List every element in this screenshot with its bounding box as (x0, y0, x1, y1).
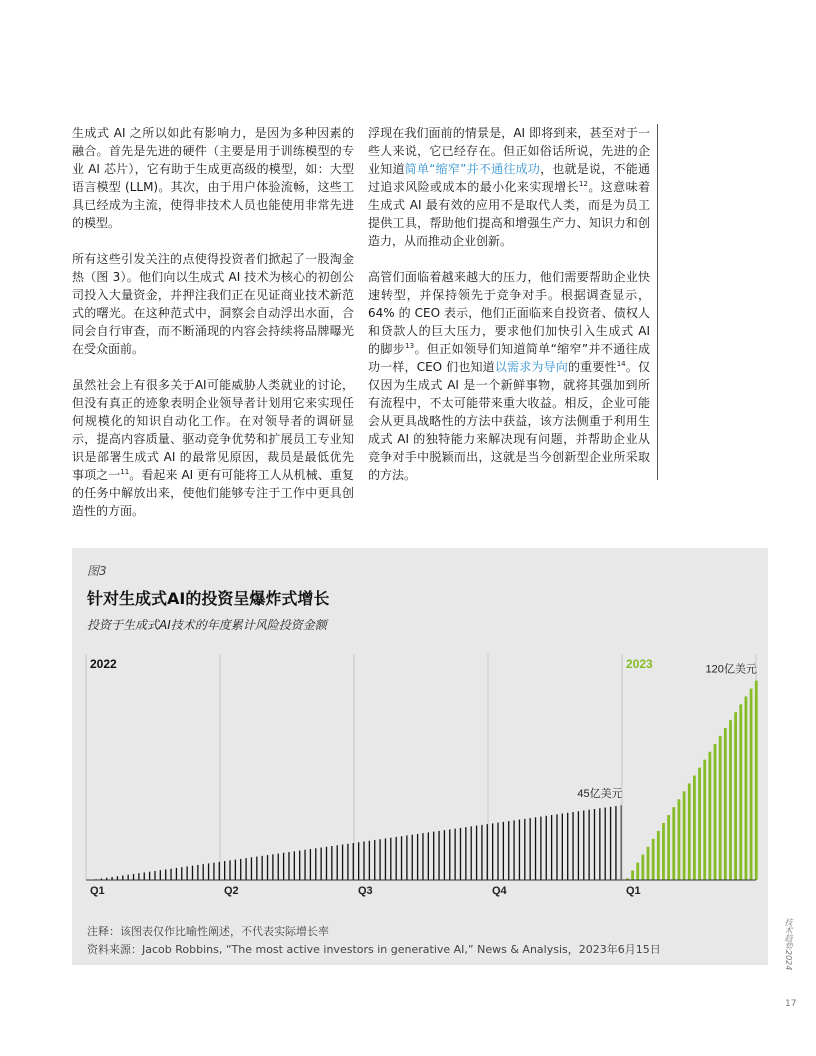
bar (186, 866, 187, 880)
bar (240, 859, 241, 880)
figure-source: 资料来源：Jacob Robbins, “The most active investors in generative AI,” News & Analysis，2023年6月15日 (87, 943, 661, 956)
bar (353, 843, 354, 880)
bar (428, 832, 429, 880)
bar (672, 807, 675, 880)
bar (745, 696, 748, 880)
bar (294, 851, 295, 880)
bar (417, 834, 418, 880)
figure-note: 注释：该图表仅作比喻性阐述，不代表实际增长率 (87, 925, 329, 938)
bar (657, 831, 660, 880)
bar (481, 825, 482, 880)
bar (487, 824, 488, 880)
bar (729, 720, 732, 880)
bar (636, 863, 639, 880)
bar (465, 827, 466, 880)
bar (337, 845, 338, 880)
bar (245, 858, 246, 880)
bar (283, 853, 284, 880)
bar (144, 872, 145, 880)
bar (390, 838, 391, 880)
bar (567, 813, 568, 880)
bar (170, 869, 171, 880)
footnote-ref[interactable]: 11 (120, 468, 130, 476)
bar (546, 816, 547, 880)
bar (128, 875, 129, 880)
bar (229, 860, 230, 880)
bar (556, 814, 557, 880)
bar (299, 851, 300, 880)
bar (138, 873, 139, 880)
figure-3 (72, 548, 768, 965)
bar (513, 820, 514, 880)
bar (535, 817, 536, 880)
quarter-label: Q3 (358, 885, 373, 897)
bar (374, 840, 375, 880)
bar (497, 823, 498, 880)
footnote-ref[interactable]: 14 (616, 360, 626, 368)
bar (262, 856, 263, 880)
quarter-label: Q2 (224, 885, 239, 897)
bar (698, 768, 701, 880)
bar (154, 871, 155, 880)
bar (406, 835, 407, 880)
bar (708, 752, 711, 880)
bar (396, 837, 397, 880)
bar (288, 852, 289, 880)
paragraph-executive-pressure: 高管们面临着越来越大的压力，他们需要帮助企业快速转型，并保持领先于竞争对手。根据调查显示，64% 的 CEO 表示，他们正面临来自投资者、债权人和贷款人的巨大压力，要求他们加快引入生成式 AI 的脚步$^{13}$。但正如领导们知道简单“缩窄”并不通往成功一样，CEO 们也知道以需求为导向的重要性$^{14}$。仅仅因为生成式 AI 是一个新鲜事物，就将其强加到所有流程中，不太可能带来重大收益。相反，企业可能会从更具战略性的方法中获益，该方法侧重于利用生成式 AI 的独特能力来解决现有问题，并帮助企业从竞争对手中脱颖而出，这就是当今创新型企业所采取的方法。 (368, 270, 650, 482)
bar (647, 847, 650, 880)
year-label: 2023 (626, 657, 653, 671)
bar (492, 823, 493, 880)
bar (551, 815, 552, 880)
bar (583, 811, 584, 880)
quarter-label: Q4 (492, 885, 507, 897)
bar (454, 829, 455, 880)
bar (208, 863, 209, 880)
bar (197, 865, 198, 880)
bar (572, 812, 573, 880)
bar (369, 841, 370, 880)
bar (310, 849, 311, 880)
paragraph-jobs: 虽然社会上有很多关于AI可能威胁人类就业的讨论，但没有真正的迹象表明企业领导者计划用它来实现任何规模化的知识自动化工作。在对领导者的调研显示，提高内容质量、驱动竞争优势和扩展员工专业知识是部署生成式 AI 的最常见原因，裁员是最低优先事项之一$^{11}$。看起来 AI 更有可能将工人从机械、重复的任务中解放出来，使他们能够专注于工作中更具创造性的方面。 (72, 378, 354, 518)
bar (594, 809, 595, 880)
bar (734, 712, 737, 880)
bar (149, 872, 150, 880)
quarter-label: Q1 (626, 885, 641, 897)
end-value-label: 45亿美元 (577, 788, 623, 801)
bar (524, 819, 525, 880)
bar (379, 839, 380, 880)
column-divider (657, 124, 658, 480)
bar (363, 841, 364, 880)
paragraph-gold-rush: 所有这些引发关注的点使得投资者们掀起了一股淘金热（图 3）。他们向以生成式 AI 技术为核心的初创公司投入大量资金，并押注我们正在见证商业技术新范式的曙光。在这种范式中，洞察会自动浮出水面，合同会自行审查，而不断涌现的内容会持续将品牌曝光在受众面前。 (72, 252, 354, 356)
bar (631, 870, 634, 880)
bar (224, 861, 225, 880)
bar (320, 848, 321, 880)
bar (267, 855, 268, 880)
bar (615, 806, 616, 880)
bar (578, 811, 579, 880)
bar (508, 821, 509, 880)
bar (133, 874, 134, 880)
bar (444, 830, 445, 880)
bar (750, 689, 753, 880)
bar (703, 760, 706, 880)
bar (755, 681, 758, 880)
bar (385, 838, 386, 880)
link-narrowing[interactable]: 简单“缩窄”并不通往成功 (404, 162, 541, 176)
bar (181, 867, 182, 880)
bar (562, 814, 563, 880)
bar (347, 844, 348, 880)
bar (304, 850, 305, 880)
paragraph-ai-arriving: 浮现在我们面前的情景是，AI 即将到来，甚至对于一些人来说，它已经存在。但正如俗话所说，先进的企业知道简单“缩窄”并不通往成功，也就是说，不能通过追求风险或成本的最小化来实现增长$^{12}$。这意味着生成式 AI 最有效的应用不是取代人类，而是为员工提供工具，帮助他们提高和增强生产力、知识力和创造力，从而推动企业创新。 (368, 126, 650, 248)
left-column (72, 124, 354, 538)
bar (519, 820, 520, 880)
bar (662, 823, 665, 880)
bar (693, 776, 696, 880)
bar (438, 831, 439, 880)
bar (683, 791, 686, 880)
year-label: 2022 (90, 657, 117, 671)
bar (235, 860, 236, 880)
bar (476, 826, 477, 880)
bar (422, 833, 423, 880)
bar (176, 868, 177, 880)
bar (652, 839, 655, 880)
bar (412, 835, 413, 880)
investment-chart (72, 644, 768, 904)
figure-subtitle: 投资于生成式AI技术的年度累计风险投资金额 (87, 618, 327, 632)
link-demand-driven[interactable]: 以需求为导向 (494, 360, 568, 374)
page-number: 17 (785, 999, 797, 1009)
bar (471, 826, 472, 880)
bar (315, 848, 316, 880)
bar (433, 832, 434, 880)
bar (342, 845, 343, 881)
bar (667, 815, 670, 880)
bar (251, 857, 252, 880)
bar (358, 842, 359, 880)
footnote-ref[interactable]: 12 (579, 180, 588, 188)
side-running-title: 技术趋势2024 (784, 918, 793, 971)
bar (503, 822, 504, 880)
bar (278, 854, 279, 880)
bar (165, 869, 166, 880)
bar (610, 807, 611, 880)
bar (599, 808, 600, 880)
bar (213, 863, 214, 880)
bar (122, 875, 123, 880)
figure-title: 针对生成式AI的投资呈爆炸式增长 (87, 589, 330, 608)
right-column (368, 124, 650, 502)
end-value-label: 120亿美元 (705, 663, 757, 676)
bar (160, 870, 161, 880)
paragraph-factors: 生成式 AI 之所以如此有影响力，是因为多种因素的融合。首先是先进的硬件（主要是用于训练模型的专业 AI 芯片），它有助于生成更高级的模型，如：大型语言模型 (LLM)。其次，由于用户体验流畅，这些工具已经成为主流，使得非技术人员也能使用非常先进的模型。 (72, 126, 354, 230)
figure-label: 图3 (87, 564, 107, 578)
bar (530, 818, 531, 880)
bar (449, 829, 450, 880)
footnote-ref[interactable]: 13 (405, 342, 415, 350)
quarter-label: Q1 (90, 885, 105, 897)
bar (203, 864, 204, 880)
bar (192, 866, 193, 880)
bar (540, 817, 541, 880)
bar (714, 744, 717, 880)
bar (219, 862, 220, 880)
bar (739, 704, 742, 880)
bar (688, 783, 691, 880)
bar (331, 846, 332, 880)
bar (117, 876, 118, 880)
bar (678, 799, 681, 880)
bar (724, 728, 727, 880)
bar (401, 836, 402, 880)
bar (460, 828, 461, 880)
bar (641, 855, 644, 880)
bar (588, 810, 589, 880)
bar (605, 808, 606, 881)
bar (272, 854, 273, 880)
bar (719, 736, 722, 880)
bar (256, 857, 257, 880)
bar (326, 847, 327, 880)
